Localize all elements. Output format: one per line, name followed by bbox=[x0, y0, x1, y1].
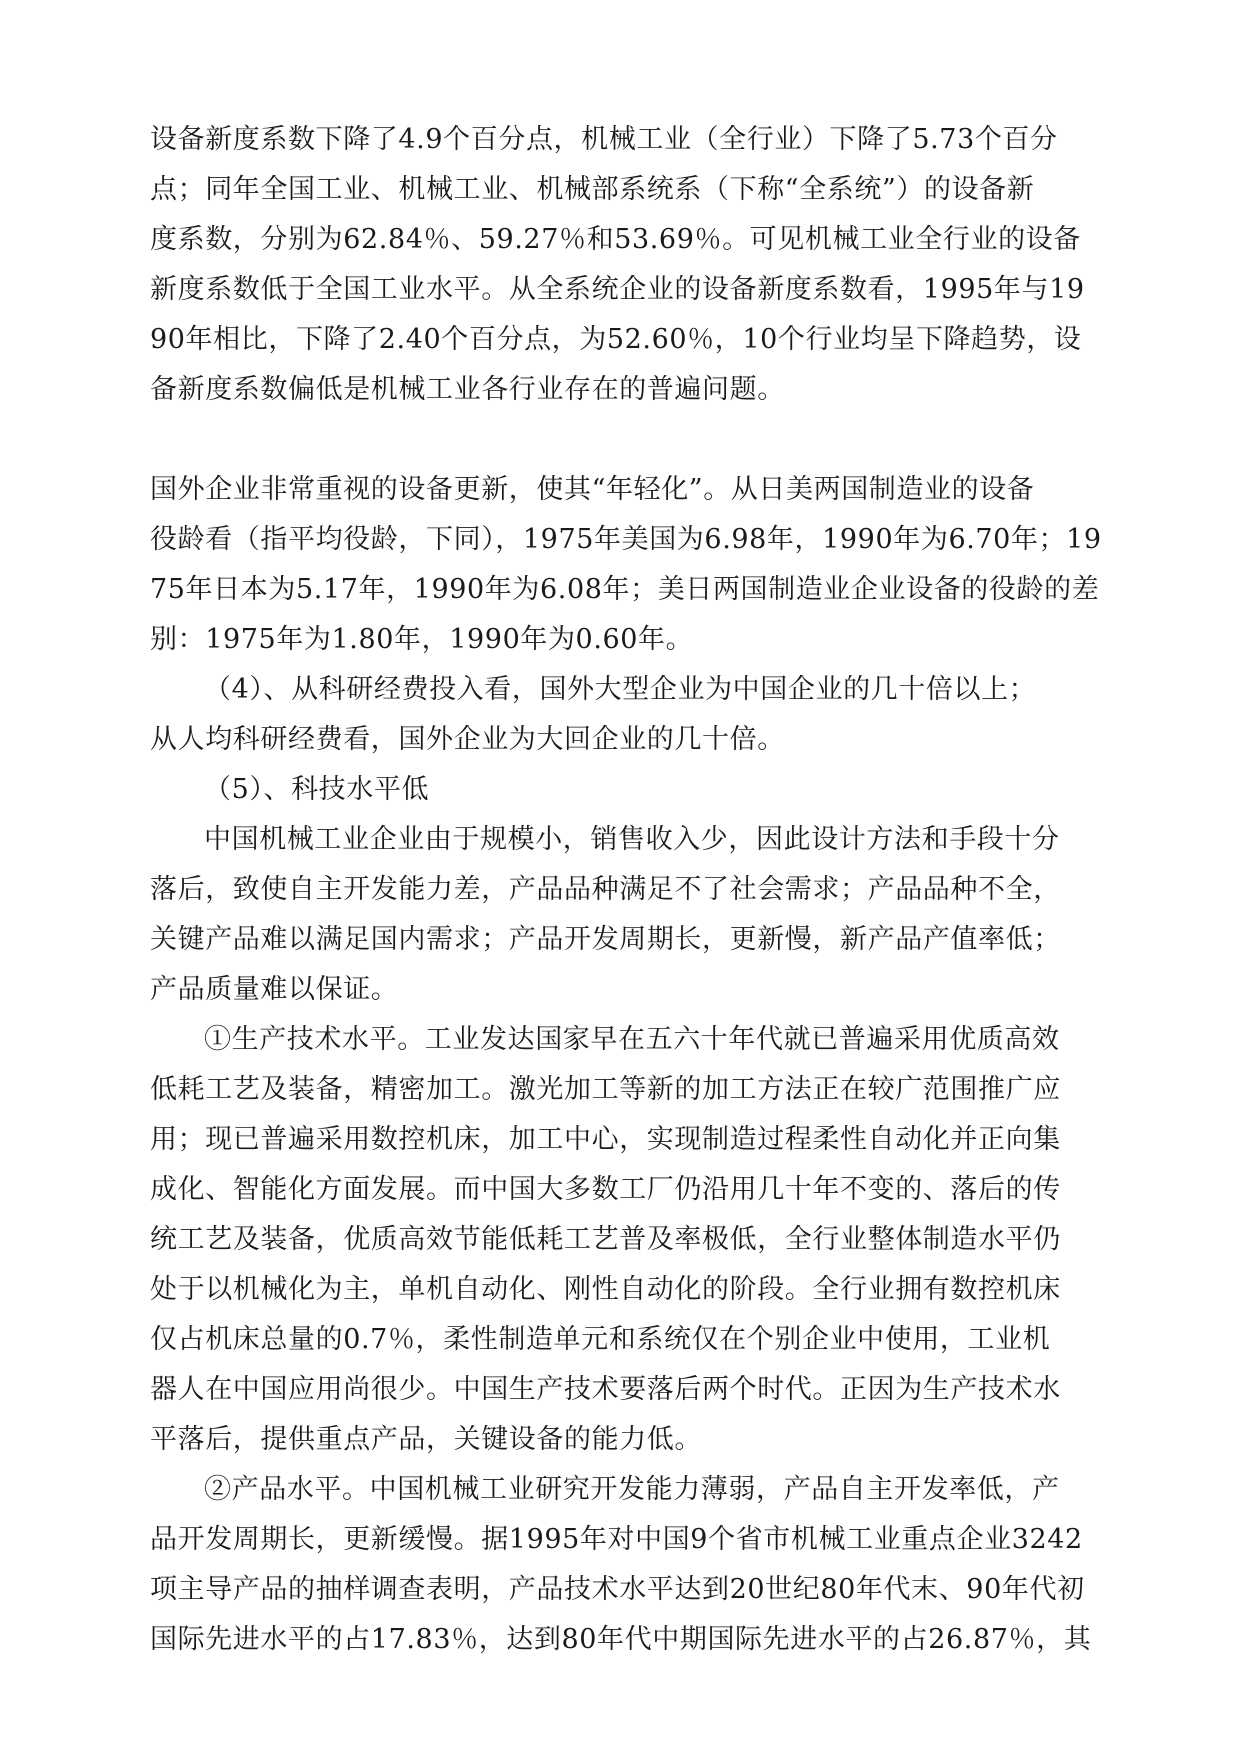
document-page bbox=[150, 115, 1100, 1665]
text-line: 平落后，提供重点产品，关键设备的能力低。 bbox=[150, 1424, 702, 1455]
text-line: 别：1975年为1.80年，1990年为0.60年。 bbox=[150, 624, 694, 655]
text-line: 器人在中国应用尚很少。中国生产技术要落后两个时代。正因为生产技术水 bbox=[150, 1374, 1061, 1405]
paragraph-gap bbox=[150, 415, 1100, 465]
section-heading: （5）、科技水平低 bbox=[204, 774, 430, 805]
text-line: 点；同年全国工业、机械工业、机械部系统系（下称“全系统”）的设备新 bbox=[150, 174, 1035, 205]
text-line: （4）、从科研经费投入看，国外大型企业为中国企业的几十倍以上； bbox=[204, 674, 1037, 705]
text-line: 产品质量难以保证。 bbox=[150, 974, 399, 1005]
text-line: 从人均科研经费看，国外企业为大回企业的几十倍。 bbox=[150, 724, 785, 755]
text-line: ①生产技术水平。工业发达国家早在五六十年代就已普遍采用优质高效 bbox=[204, 1024, 1060, 1055]
text-line: 75年日本为5.17年，1990年为6.08年；美日两国制造业企业设备的役龄的差 bbox=[150, 574, 1100, 605]
text-line: 国外企业非常重视的设备更新，使其“年轻化”。从日美两国制造业的设备 bbox=[150, 474, 1035, 505]
text-line: 低耗工艺及装备，精密加工。激光加工等新的加工方法正在较广范围推广应 bbox=[150, 1074, 1061, 1105]
text-line: 备新度系数偏低是机械工业各行业存在的普遍问题。 bbox=[150, 374, 785, 405]
text-line: 关键产品难以满足国内需求；产品开发周期长，更新慢，新产品产值率低； bbox=[150, 924, 1061, 955]
text-line: 用；现已普遍采用数控机床，加工中心，实现制造过程柔性自动化并正向集 bbox=[150, 1124, 1061, 1155]
text-line: 处于以机械化为主，单机自动化、刚性自动化的阶段。全行业拥有数控机床 bbox=[150, 1274, 1061, 1305]
text-line: 90年相比，下降了2.40个百分点，为52.60％，10个行业均呈下降趋势，设 bbox=[150, 324, 1082, 355]
text-line: 设备新度系数下降了4.9个百分点，机械工业（全行业）下降了5.73个百分 bbox=[150, 124, 1058, 155]
text-line: 度系数，分别为62.84％、59.27％和53.69％。可见机械工业全行业的设备 bbox=[150, 224, 1081, 255]
text-line: 统工艺及装备，优质高效节能低耗工艺普及率极低，全行业整体制造水平仍 bbox=[150, 1224, 1061, 1255]
text-line: 国际先进水平的占17.83％，达到80年代中期国际先进水平的占26.87％，其 bbox=[150, 1624, 1092, 1655]
text-line: 项主导产品的抽样调查表明，产品技术水平达到20世纪80年代末、90年代初 bbox=[150, 1574, 1085, 1605]
text-line: 新度系数低于全国工业水平。从全系统企业的设备新度系数看，1995年与19 bbox=[150, 274, 1085, 305]
text-line: 成化、智能化方面发展。而中国大多数工厂仍沿用几十年不变的、落后的传 bbox=[150, 1174, 1061, 1205]
text-line: 中国机械工业企业由于规模小，销售收入少，因此设计方法和手段十分 bbox=[204, 824, 1060, 855]
text-line: 落后，致使自主开发能力差，产品品种满足不了社会需求；产品品种不全， bbox=[150, 874, 1061, 905]
text-line: 役龄看（指平均役龄，下同），1975年美国为6.98年，1990年为6.70年；19 bbox=[150, 524, 1102, 555]
text-line: 仅占机床总量的0.7％，柔性制造单元和系统仅在个别企业中使用，工业机 bbox=[150, 1324, 1051, 1355]
text-line: 品开发周期长，更新缓慢。据1995年对中国9个省市机械工业重点企业3242 bbox=[150, 1524, 1083, 1555]
text-line: ②产品水平。中国机械工业研究开发能力薄弱，产品自主开发率低，产 bbox=[204, 1474, 1060, 1505]
